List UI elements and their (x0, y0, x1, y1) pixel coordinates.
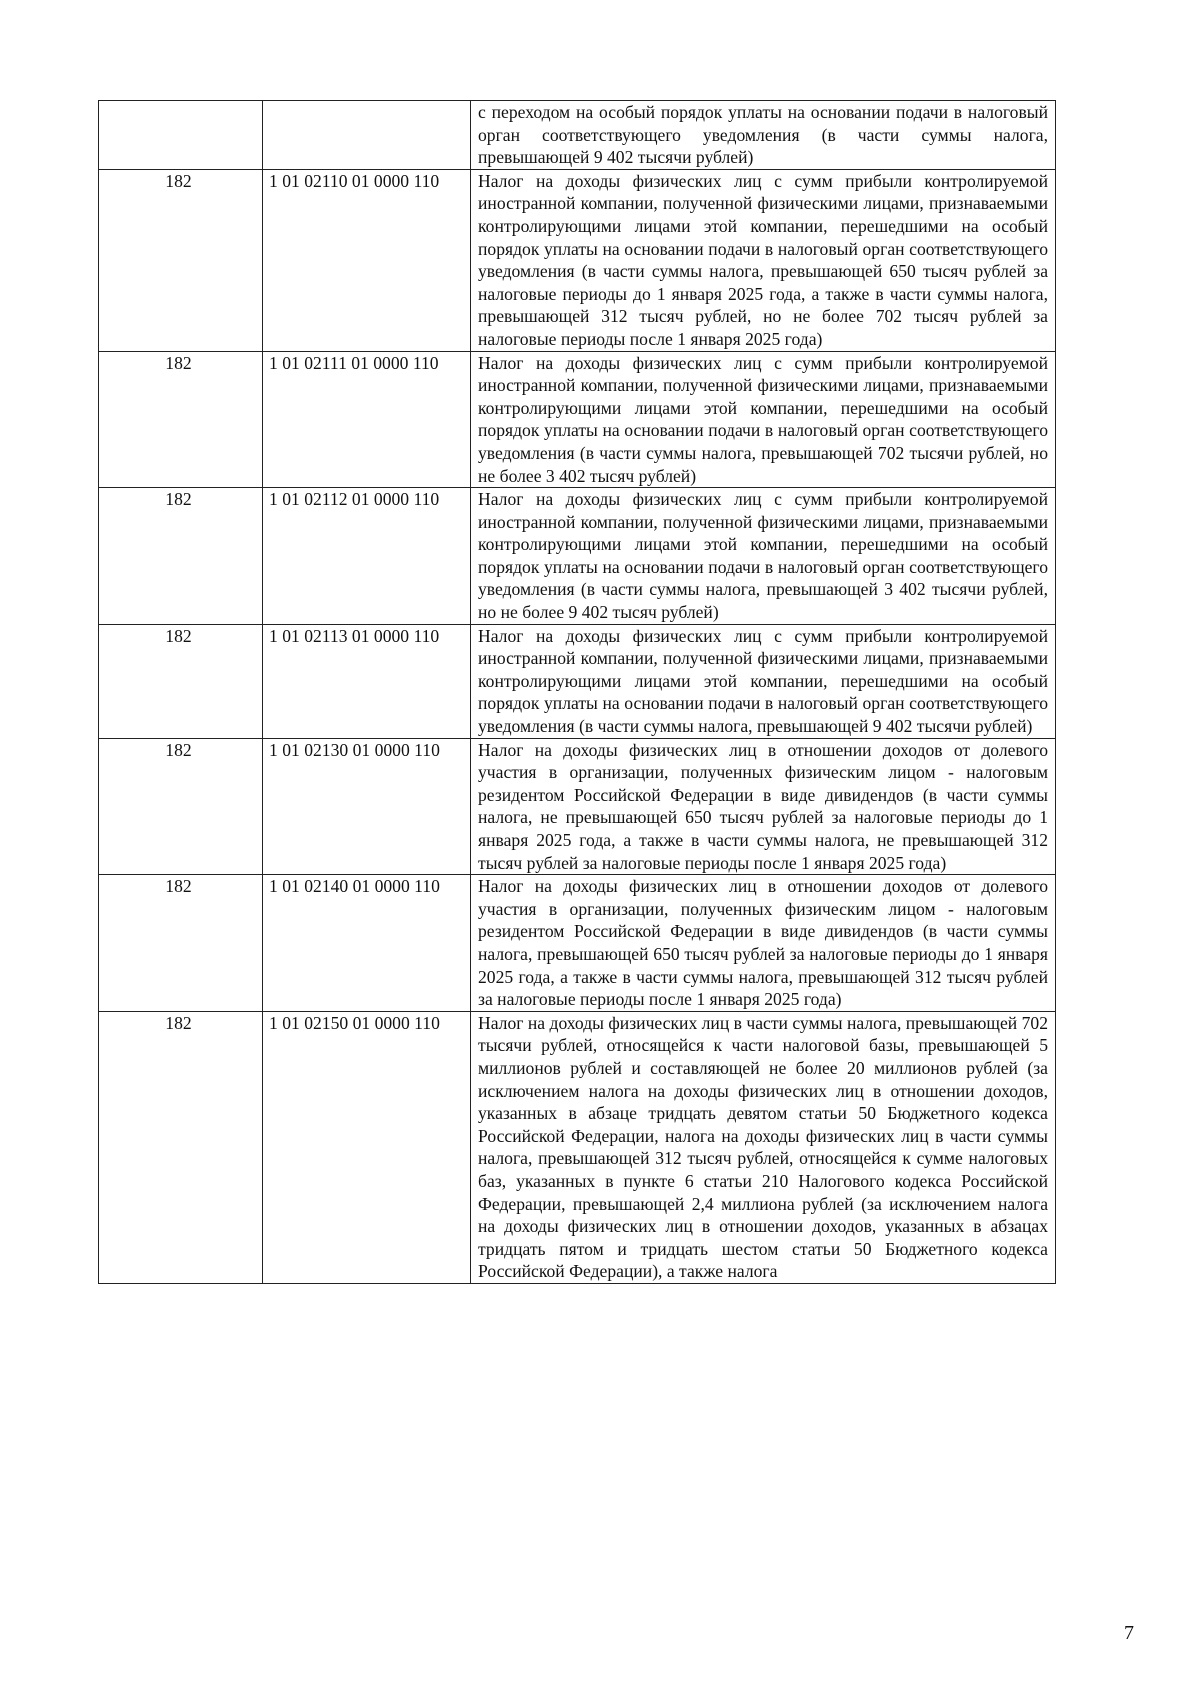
admin-code-cell: 182 (99, 1011, 263, 1283)
admin-code-cell: 182 (99, 624, 263, 738)
budget-code-cell: 1 01 02111 01 0000 110 (263, 351, 471, 488)
income-name-cell: Налог на доходы физических лиц в части суммы налога, превышающей 702 тысячи рублей, относящейся к части налоговой базы, превышающей 5 миллионов рублей и составляющей не более 20 миллионов рублей (за исключением налога на доходы физических лиц в отношении доходов, указанных в абзаце тридцать девятом статьи 50 Бюджетного кодекса Российской Федерации, налога на доходы физических лиц в части суммы налога, превышающей 312 тысяч рублей, относящейся к сумме налоговых баз, указанных в пункте 6 статьи 210 Налогового кодекса Российской Федерации, превышающей 2,4 миллиона рублей (за исключением налога на доходы физических лиц в отношении доходов, указанных в абзацах тридцать пятом и тридцать шестом статьи 50 Бюджетного кодекса Российской Федерации), а также налога (471, 1011, 1056, 1283)
budget-code-cell: 1 01 02112 01 0000 110 (263, 488, 471, 625)
table-row (99, 875, 1056, 1012)
table-row (99, 624, 1056, 738)
budget-code-cell (263, 101, 471, 170)
table-row (99, 1011, 1056, 1283)
admin-code-cell: 182 (99, 488, 263, 625)
admin-code-cell: 182 (99, 169, 263, 351)
admin-code-cell: 182 (99, 738, 263, 875)
income-name-cell: Налог на доходы физических лиц в отношении доходов от долевого участия в организации, полученных физическим лицом - налоговым резидентом Российской Федерации в виде дивидендов (в части суммы налога, превышающей 650 тысяч рублей за налоговые периоды до 1 января 2025 года, а также в части суммы налога, превышающей 312 тысяч рублей за налоговые периоды после 1 января 2025 года) (471, 875, 1056, 1012)
revenue-codes-table (98, 100, 1056, 1284)
table-row (99, 169, 1056, 351)
budget-code-cell: 1 01 02150 01 0000 110 (263, 1011, 471, 1283)
admin-code-cell (99, 101, 263, 170)
income-name-cell: Налог на доходы физических лиц с сумм прибыли контролируемой иностранной компании, полученной физическими лицами, признаваемыми контролирующими лицами этой компании, перешедшими на особый порядок уплаты на основании подачи в налоговый орган соответствующего уведомления (в части суммы налога, превышающей 650 тысяч рублей за налоговые периоды до 1 января 2025 года, а также в части суммы налога, превышающей 312 тысяч рублей, но не более 702 тысяч рублей за налоговые периоды после 1 января 2025 года) (471, 169, 1056, 351)
income-name-cell: с переходом на особый порядок уплаты на основании подачи в налоговый орган соответствующего уведомления (в части суммы налога, превышающей 9 402 тысячи рублей) (471, 101, 1056, 170)
budget-code-cell: 1 01 02113 01 0000 110 (263, 624, 471, 738)
page-number: 7 (1124, 1622, 1134, 1644)
table-row (99, 351, 1056, 488)
income-name-cell: Налог на доходы физических лиц с сумм прибыли контролируемой иностранной компании, полученной физическими лицами, признаваемыми контролирующими лицами этой компании, перешедшими на особый порядок уплаты на основании подачи в налоговый орган соответствующего уведомления (в части суммы налога, превышающей 9 402 тысячи рублей) (471, 624, 1056, 738)
table-row (99, 488, 1056, 625)
admin-code-cell: 182 (99, 351, 263, 488)
income-name-cell: Налог на доходы физических лиц в отношении доходов от долевого участия в организации, полученных физическим лицом - налоговым резидентом Российской Федерации в виде дивидендов (в части суммы налога, не превышающей 650 тысяч рублей за налоговые периоды до 1 января 2025 года, а также в части суммы налога, не превышающей 312 тысяч рублей за налоговые периоды после 1 января 2025 года) (471, 738, 1056, 875)
budget-code-cell: 1 01 02130 01 0000 110 (263, 738, 471, 875)
budget-code-cell: 1 01 02140 01 0000 110 (263, 875, 471, 1012)
income-name-cell: Налог на доходы физических лиц с сумм прибыли контролируемой иностранной компании, полученной физическими лицами, признаваемыми контролирующими лицами этой компании, перешедшими на особый порядок уплаты на основании подачи в налоговый орган соответствующего уведомления (в части суммы налога, превышающей 3 402 тысячи рублей, но не более 9 402 тысяч рублей) (471, 488, 1056, 625)
admin-code-cell: 182 (99, 875, 263, 1012)
income-name-cell: Налог на доходы физических лиц с сумм прибыли контролируемой иностранной компании, полученной физическими лицами, признаваемыми контролирующими лицами этой компании, перешедшими на особый порядок уплаты на основании подачи в налоговый орган соответствующего уведомления (в части суммы налога, превышающей 702 тысячи рублей, но не более 3 402 тысяч рублей) (471, 351, 1056, 488)
table-row (99, 101, 1056, 170)
budget-code-cell: 1 01 02110 01 0000 110 (263, 169, 471, 351)
table-row (99, 738, 1056, 875)
